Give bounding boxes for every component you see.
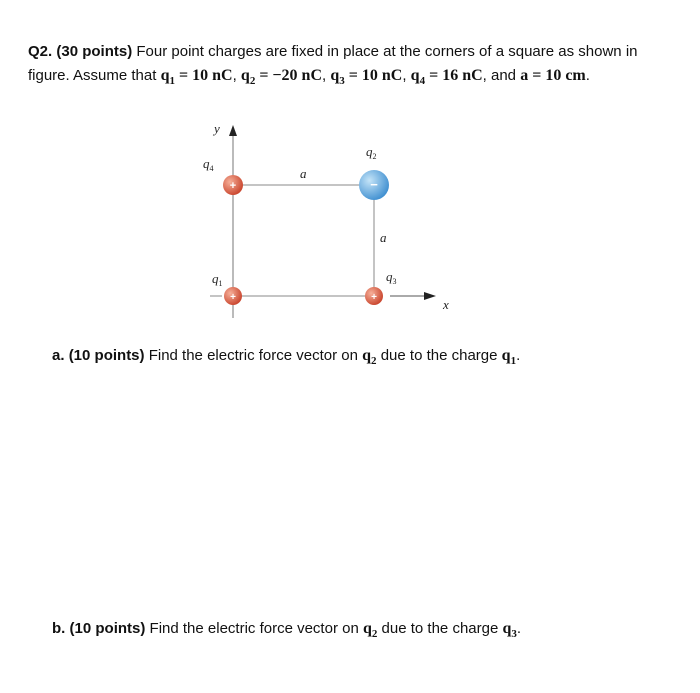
- y-axis-arrow: [229, 125, 237, 136]
- q2-value: $q_2 = -20$ nC: [240, 67, 322, 88]
- part-b-target: $q_2$: [362, 620, 378, 641]
- q1-label: $q_1$: [212, 271, 223, 288]
- q2-sign: −: [370, 177, 378, 192]
- x-axis-label: x: [443, 297, 449, 312]
- right-side-label: a: [380, 230, 387, 245]
- part-a-label: a.: [52, 347, 65, 364]
- q1-sign: +: [230, 292, 236, 303]
- question-intro: Q2. (30 points) Four point charges are fixed in place at the corners of a square as shown in figure. Assume that $q_1 = 10$ nC, $q_2 = -20$ nC, $q_3 = 10$ nC, $q_4 = 16$ nC, and a = 10 cm.: [28, 43, 638, 88]
- a-value: a = 10 cm: [520, 67, 586, 84]
- part-a: a. (10 points) Find the electric force vector on $q_2$ due to the charge $q_1$.: [52, 347, 521, 368]
- question-number: Q2.: [28, 43, 53, 60]
- part-a-source: $q_1$: [501, 347, 517, 368]
- top-side-label: a: [300, 166, 307, 181]
- x-axis-arrow: [424, 292, 436, 300]
- q2-label: $q_2$: [366, 144, 377, 161]
- q1-value: $q_1 = 10$ nC: [160, 67, 233, 88]
- part-b-label: b.: [52, 620, 66, 637]
- part-a-target: $q_2$: [362, 347, 377, 368]
- part-a-points: (10 points): [68, 347, 145, 364]
- q4-label: $q_4$: [203, 156, 214, 173]
- part-b-text: Find the electric force vector on: [149, 620, 359, 637]
- question-points: (30 points): [56, 43, 133, 60]
- part-a-text: Find the electric force vector on: [148, 347, 358, 364]
- part-b-source: $q_3$: [502, 620, 517, 641]
- q3-sign: +: [371, 292, 377, 303]
- question-text: Four point charges are fixed in place at the corners of a square as shown in figure. Assume that: [28, 43, 638, 84]
- part-b: b. (10 points) Find the electric force vector on $q_2$ due to the charge $q_3$.: [52, 620, 522, 641]
- q4-value: $q_4 = 16$ nC: [410, 67, 483, 88]
- part-a-mid: due to the charge: [380, 347, 498, 364]
- y-axis-label: y: [214, 121, 220, 136]
- q3-value: $q_3 = 10$ nC: [330, 67, 403, 88]
- part-b-mid: due to the charge: [381, 620, 499, 637]
- part-b-points: (10 points): [69, 620, 146, 637]
- q3-label: $q_3$: [386, 269, 397, 286]
- q4-sign: +: [229, 180, 237, 192]
